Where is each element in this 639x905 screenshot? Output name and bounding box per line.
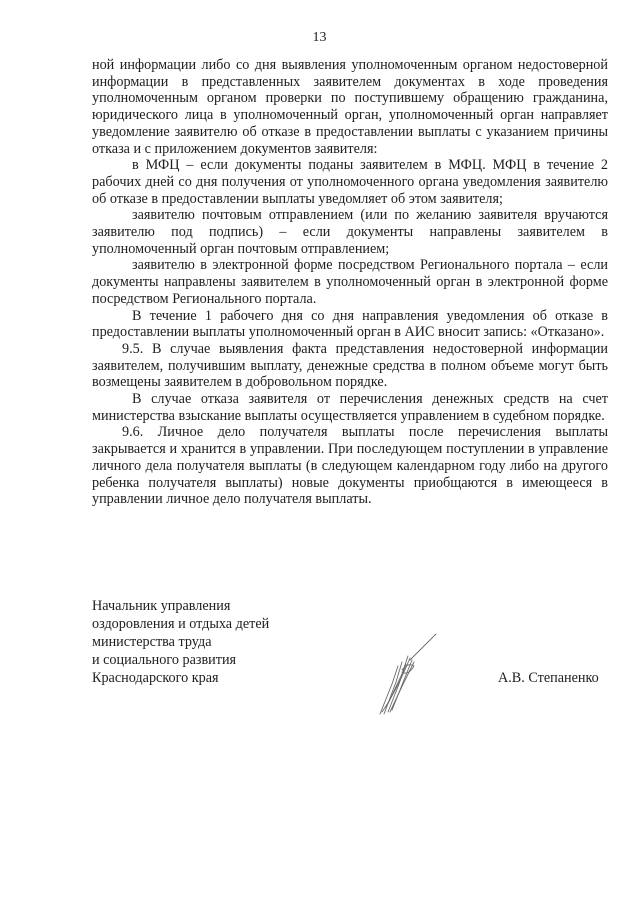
paragraph-court-recovery: В случае отказа заявителя от перечисления денежных средств на счет министерства взыскание выплаты осуществляется управлением в судебном порядке.	[92, 391, 608, 424]
paragraph-mfc: в МФЦ – если документы поданы заявителем в МФЦ. МФЦ в течение 2 рабочих дней со дня получения от уполномоченного органа уведомления заявителю об отказе в предоставлении выплаты уведомляет об этом заявителя;	[92, 157, 608, 207]
document-body	[92, 57, 608, 508]
signatory-title	[92, 597, 269, 687]
paragraph-9-6: 9.6. Личное дело получателя выплаты после перечисления выплаты закрывается и хранится в управлении. При последующем поступлении в управление личного дела получателя выплаты (в следующем календарном году либо на другого ребенка получателя выплаты) новые документы приобщаются в имеющееся в управлении личное дело получателя выплаты.	[92, 424, 608, 508]
paragraph-continuation: ной информации либо со дня выявления уполномоченным органом недостоверной информации в представленных заявителем документах в ходе проведения уполномоченным органом проверки по поступившему обращению гражданина, юридического лица в уполномоченный орган, уполномоченный орган направляет уведомление заявителю об отказе в предоставлении выплаты с указанием причины отказа и с приложением документов заявителя:	[92, 57, 608, 157]
signatory-title-line: и социального развития	[92, 652, 237, 668]
paragraph-9-5: 9.5. В случае выявления факта представления недостоверной информации заявителем, получившим выплату, денежные средства в полном объеме могут быть возмещены заявителем в добровольном порядке.	[92, 340, 608, 391]
paragraph-postal: заявителю почтовым отправлением (или по желанию заявителя вручаются заявителю под подпись) – если документы направлены заявителем в уполномоченный орган почтовым отправлением;	[92, 207, 608, 257]
signatory-name: А.В. Степаненко	[498, 670, 599, 686]
page-number: 13	[312, 30, 327, 45]
signatory-title-line: министерства труда	[92, 634, 212, 650]
paragraph-electronic: заявителю в электронной форме посредством Регионального портала – если документы направлены заявителем в уполномоченный орган в электронной форме посредством Регионального портала.	[92, 257, 608, 307]
signatory-title-line: оздоровления и отдыха детей	[92, 616, 270, 632]
signatory-title-line: Начальник управления	[92, 598, 231, 614]
signatory-title-line: Краснодарского края	[92, 670, 219, 686]
paragraph-ais-record: В течение 1 рабочего дня со дня направления уведомления об отказе в предоставлении выплаты уполномоченный орган в АИС вносит запись: «Отказано».	[92, 307, 608, 341]
handwritten-signature	[362, 622, 462, 722]
